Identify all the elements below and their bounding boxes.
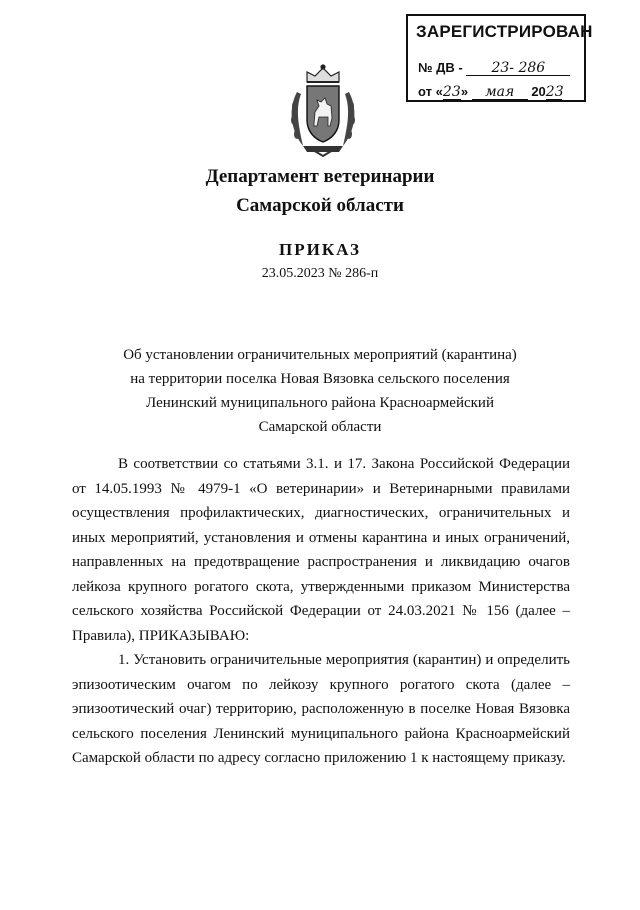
stamp-date-year-prefix: 20 [531, 84, 546, 99]
stamp-date-year-suffix: 23 [545, 84, 564, 100]
stamp-number-value: 23- 286 [466, 62, 570, 76]
subject-line-3: Ленинский муниципального района Красноармейский [146, 395, 494, 411]
stamp-date-day: 23 [442, 84, 461, 100]
subject-line-2: на территории поселка Новая Вязовка сельского поселения [130, 371, 510, 387]
clause-1-paragraph: 1. Установить ограничительные мероприятия (карантин) и определить эпизоотическим очагом по лейкозу крупного рогатого скота (далее – эпизоотический очаг) территорию, расположенную в поселке Новая Вязовка сельского поселения Ленинский муниципального района Красноармейский Самарской области по адресу согласно приложению 1 к настоящему приказу. [72, 652, 570, 766]
stamp-date-prefix: от « [418, 84, 443, 99]
stamp-date-month: мая [472, 86, 528, 100]
department-name-line1: Департамент ветеринарии [205, 166, 435, 187]
samara-coat-of-arms-emblem [283, 62, 363, 158]
registration-stamp [406, 14, 593, 102]
subject-line-1: Об установлении ограничительных мероприятий (карантина) [123, 347, 517, 363]
stamp-number-label: № ДВ - [418, 60, 463, 75]
stamp-date-sep: » [460, 84, 469, 99]
stamp-title: ЗАРЕГИСТРИРОВАН [416, 22, 593, 41]
stamp-date-row [418, 84, 562, 100]
order-body [72, 452, 570, 771]
subject-line-4: Самарской области [258, 419, 382, 435]
department-name-line2: Самарской области [236, 195, 404, 216]
order-subject [0, 343, 640, 439]
order-title: ПРИКАЗ [279, 240, 361, 259]
preamble-paragraph: В соответствии со статьями 3.1. и 17. Закона Российской Федерации от 14.05.1993 № 4979-1 «О ветеринарии» и Ветеринарными правилами осуществления профилактических, диагностических, ограничительных и иных мероприятий, установления и отмены карантина и иных ограничений, направленных на предотвращение распространения и ликвидацию очагов лейкоза крупного рогатого скота, утвержденными приказом Министерства сельского хозяйства Российской Федерации от 24.03.2021 № 156 (далее – Правила), ПРИКАЗЫВАЮ: [72, 456, 570, 644]
order-number: 23.05.2023 № 286-п [261, 266, 379, 281]
stamp-number-row [418, 60, 570, 76]
